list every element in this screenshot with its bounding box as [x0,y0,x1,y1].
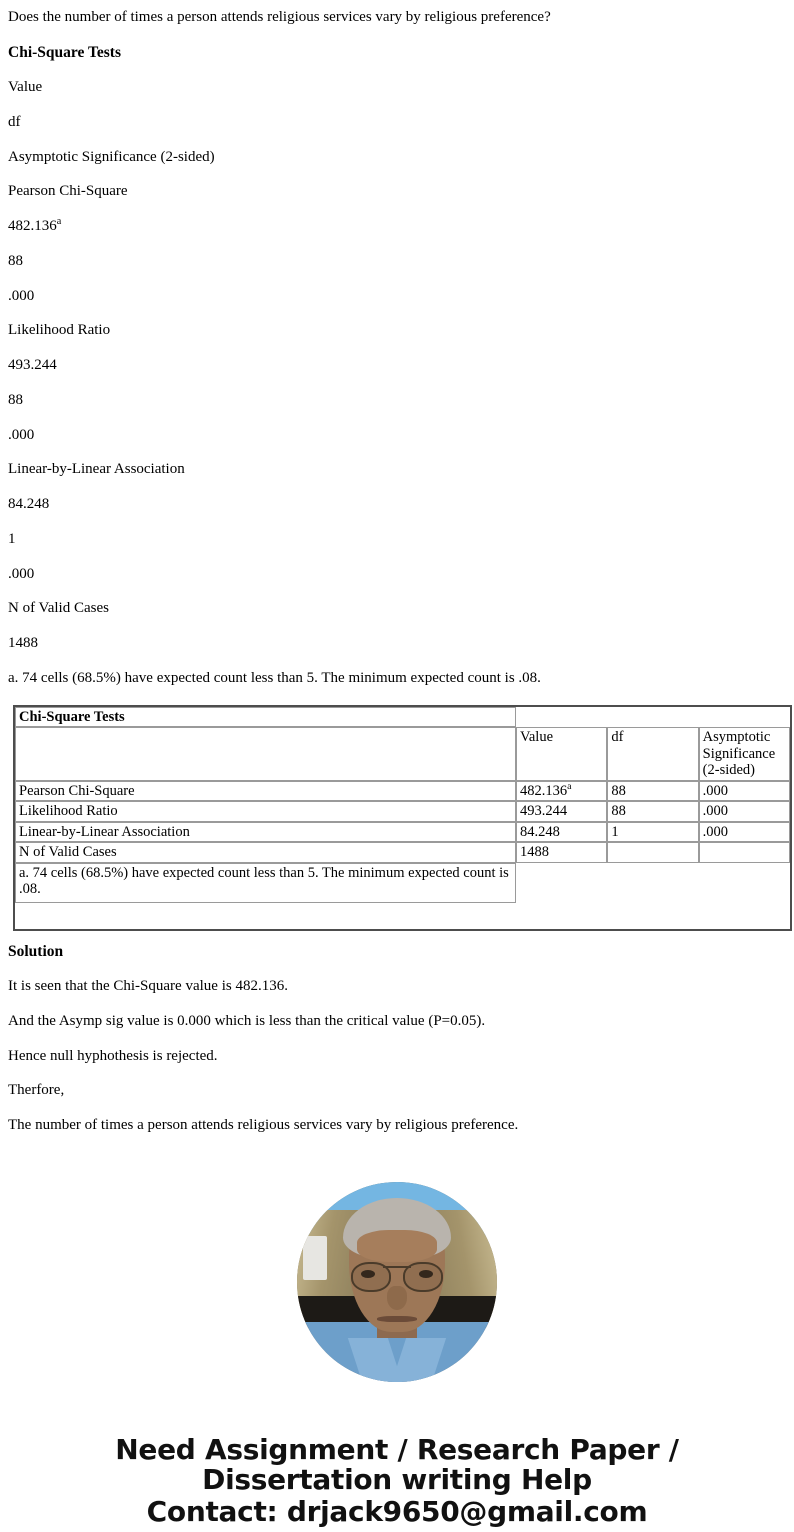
flow-line-pearson-value [8,218,786,235]
row-sig-pearson-chi-square: .000 [699,781,790,802]
flow-line-likelihood-ratio: Likelihood Ratio [8,322,111,339]
row-sig-likelihood-ratio: .000 [699,801,790,822]
avatar-container [8,1182,786,1387]
avatar-glasses-bridge [383,1266,411,1268]
solution-line-null-hypothesis: Hence null hyphothesis is rejected. [8,1047,218,1064]
solution-line-therefore: Therfore, [8,1082,65,1099]
row-sig-linear-by-linear: .000 [699,822,790,843]
flow-line-likelihood-sig: .000 [8,426,35,443]
promo-line-2: Contact: drjack9650@gmail.com [146,1494,648,1528]
flow-line-linear-sig: .000 [8,565,35,582]
avatar-forehead [357,1230,437,1262]
avatar [297,1182,497,1382]
header-cell-df: df [607,727,698,781]
flow-line-asymptotic-significance: Asymptotic Significance (2-sided) [8,148,215,165]
solution-line-chi-square-value: It is seen that the Chi-Square value is 482.136. [8,978,288,994]
row-df-pearson-chi-square: 88 [607,781,698,802]
table-row [15,781,790,802]
flow-line-value: Value [8,79,43,96]
chi-square-tests-heading: Chi-Square Tests [8,43,121,61]
flow-line-footnote: a. 74 cells (68.5%) have expected count less than 5. The minimum expected count is .08. [8,669,541,686]
table-tail-spacer [15,903,790,929]
header-cell-blank [15,727,516,781]
chi-square-tests-table [13,705,792,931]
flow-line-pearson-chi-square: Pearson Chi-Square [8,183,128,200]
header-cell-asymptotic-significance: Asymptotic Significance (2-sided) [699,727,790,781]
table-footnote-spacer [516,863,790,903]
flow-line-pearson-df: 88 [8,252,23,269]
footnote-marker-a: a [56,216,62,228]
table-title-spacer [516,707,790,728]
table-row [15,822,790,843]
table-tail-row [15,903,790,929]
solution-line-asymp-sig: And the Asymp sig value is 0.000 which is less than the critical value (P=0.05). [8,1012,486,1029]
flow-line-n-valid-cases: N of Valid Cases [8,600,109,617]
cell-value-text: 482.136 [520,782,568,799]
row-value-likelihood-ratio: 493.244 [516,801,607,822]
pearson-value-text: 482.136 [8,218,57,235]
row-label-n-valid-cases: N of Valid Cases [15,842,516,863]
solution-heading: Solution [8,942,64,960]
table-title-row [15,707,790,728]
avatar-mouth [377,1316,417,1322]
row-value-linear-by-linear: 84.248 [516,822,607,843]
footnote-marker-a: a [567,780,572,792]
row-value-n-valid-cases: 1488 [516,842,607,863]
row-value-pearson-chi-square [516,781,607,802]
question-paragraph: Does the number of times a person attends religious services vary by religious preference? [8,9,551,25]
flow-line-likelihood-value: 493.244 [8,357,57,374]
flow-line-n-valid-value: 1488 [8,635,38,652]
table-row [15,842,790,863]
row-df-likelihood-ratio: 88 [607,801,698,822]
chi-square-table-container [8,705,786,931]
row-df-linear-by-linear: 1 [607,822,698,843]
table-title-cell: Chi-Square Tests [15,707,516,728]
avatar-background-switch [303,1236,327,1280]
table-footnote-cell: a. 74 cells (68.5%) have expected count less than 5. The minimum expected count is .08. [15,863,516,903]
table-header-row [15,727,790,781]
flow-line-linear-value: 84.248 [8,496,50,513]
flow-line-likelihood-df: 88 [8,391,23,408]
promo-footer [8,1435,786,1527]
flow-line-pearson-sig: .000 [8,287,35,304]
header-cell-value: Value [516,727,607,781]
flow-line-linear-by-linear: Linear-by-Linear Association [8,461,185,478]
table-row [15,801,790,822]
promo-line-1: Need Assignment / Research Paper / Dissertation writing Help [115,1433,679,1497]
solution-line-conclusion: The number of times a person attends religious services vary by religious preference. [8,1117,519,1133]
table-footnote-row [15,863,790,903]
flow-line-linear-df: 1 [8,530,16,547]
row-label-linear-by-linear: Linear-by-Linear Association [15,822,516,843]
row-label-pearson-chi-square: Pearson Chi-Square [15,781,516,802]
row-df-n-valid-cases [607,842,698,863]
document-page [0,9,794,1527]
flow-line-df: df [8,113,21,130]
row-sig-n-valid-cases [699,842,790,863]
row-label-likelihood-ratio: Likelihood Ratio [15,801,516,822]
